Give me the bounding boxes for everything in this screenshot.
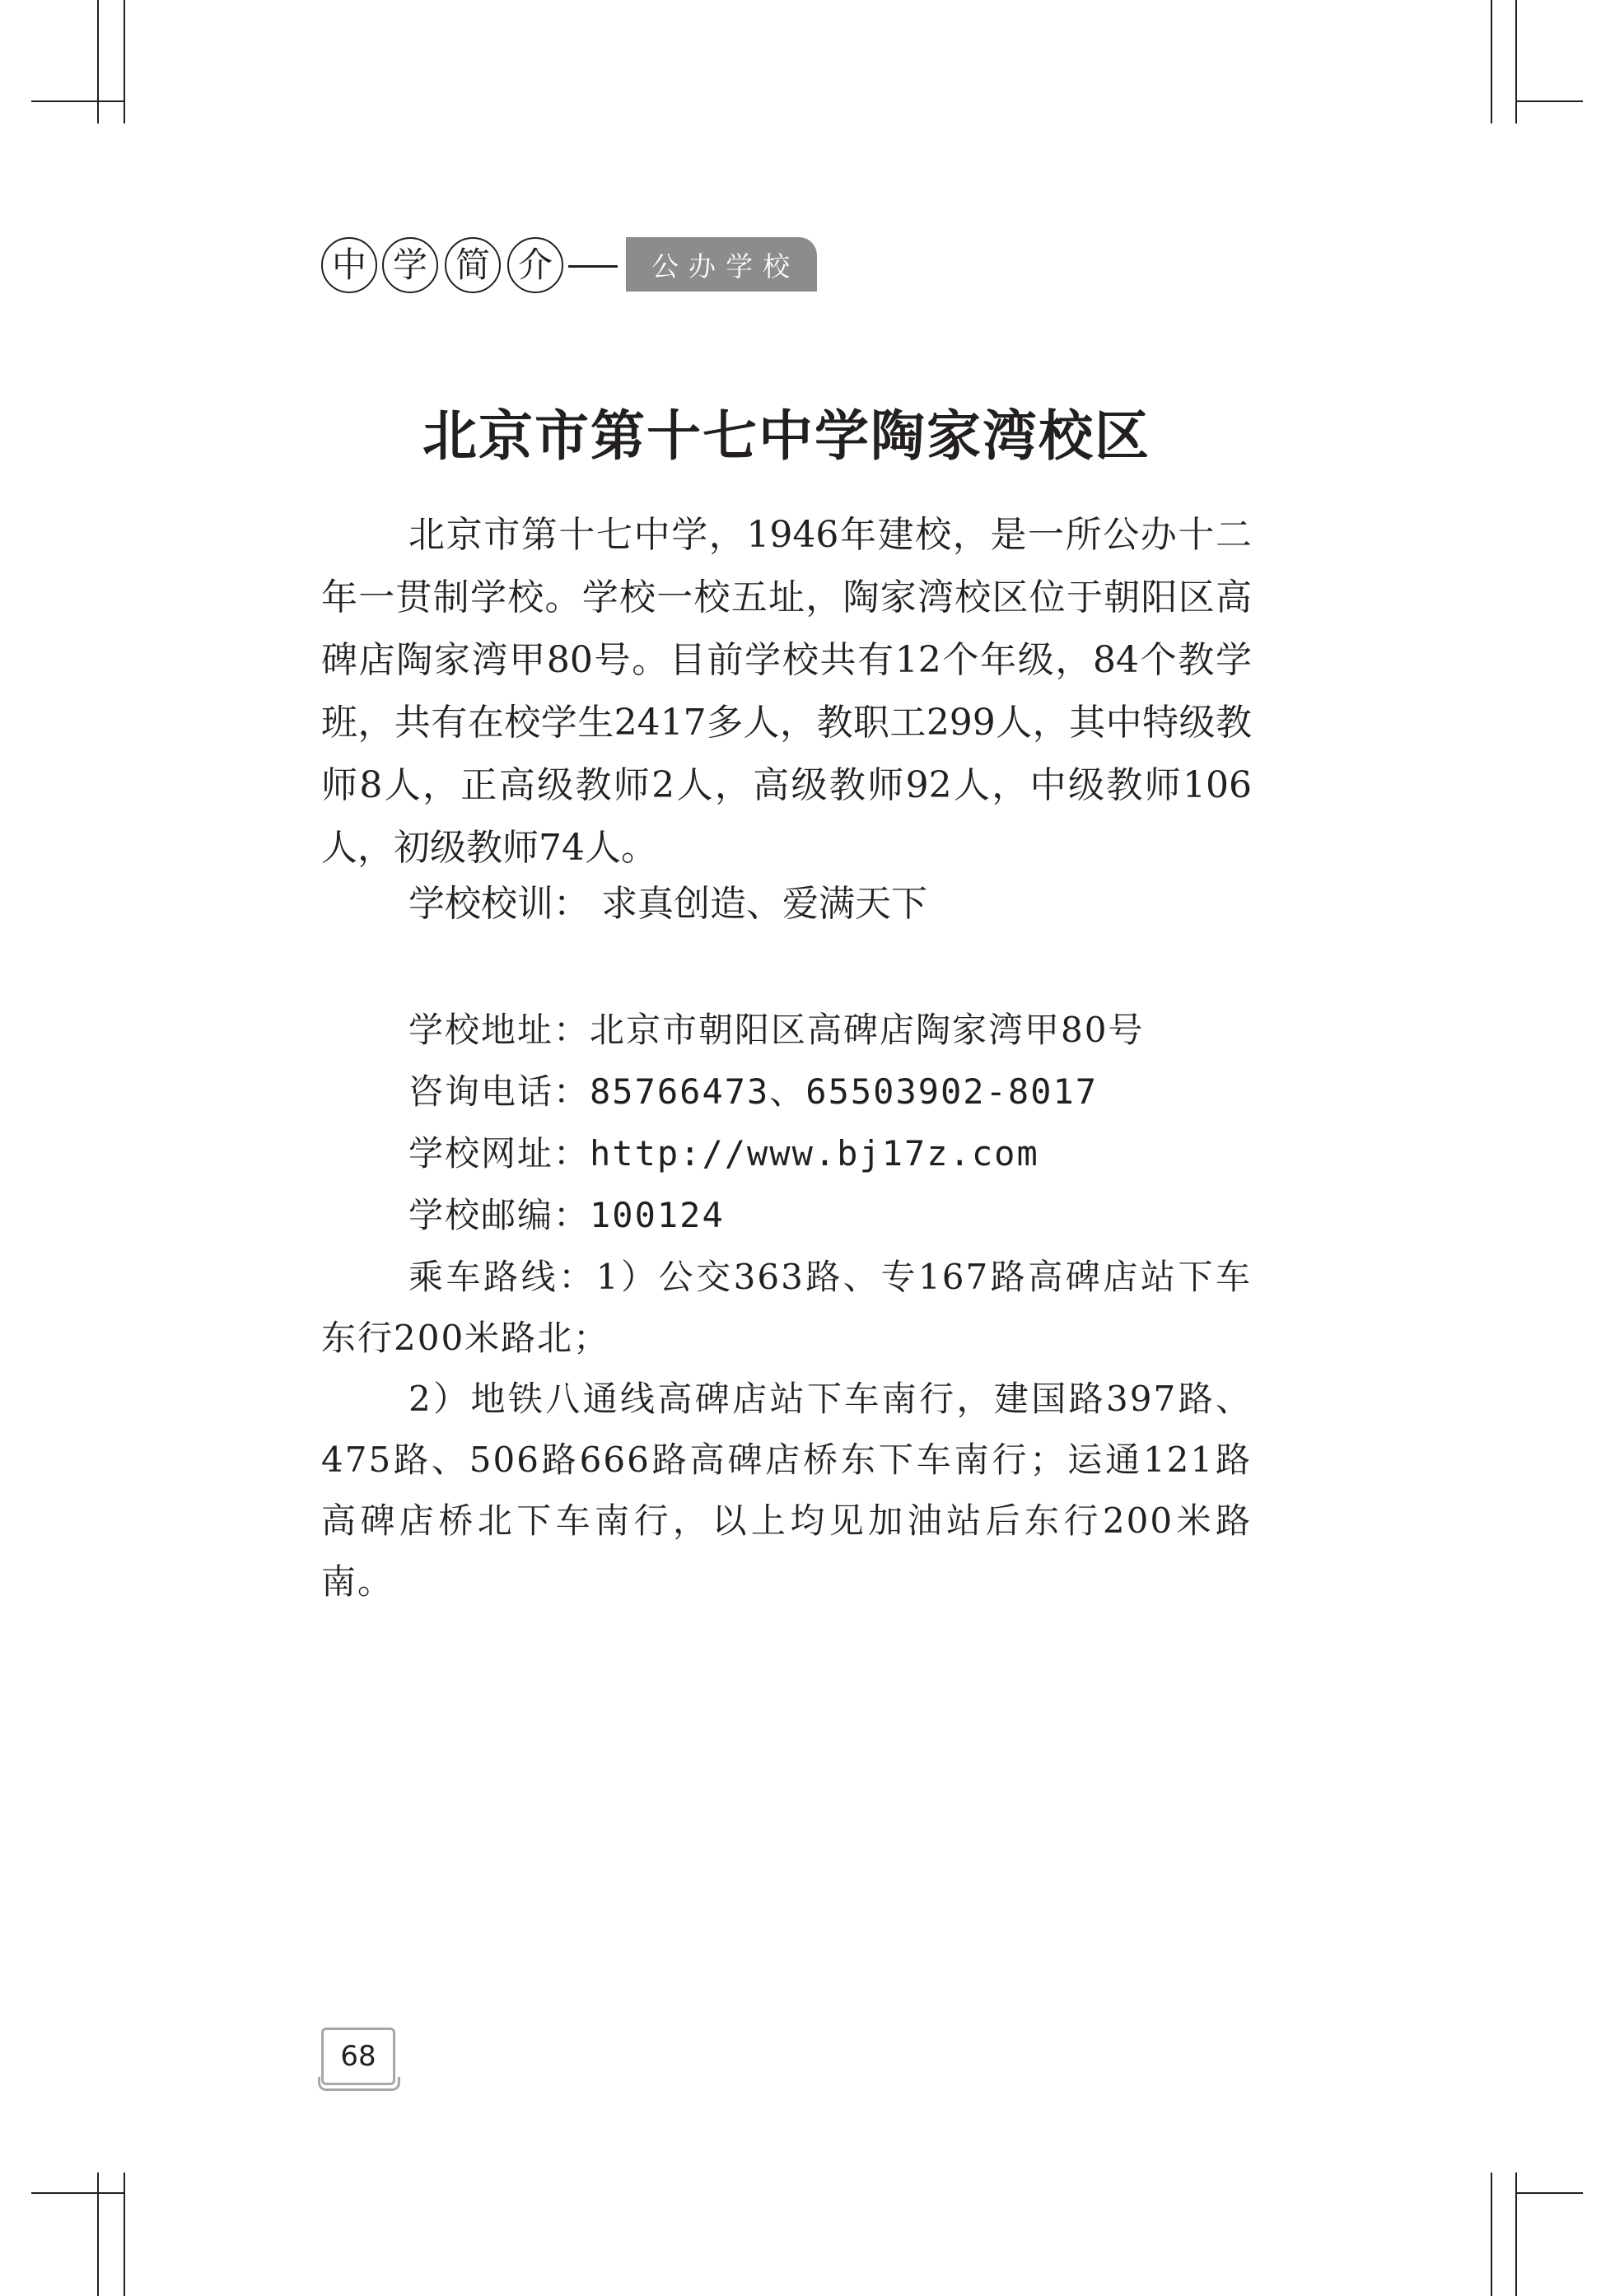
intro-paragraph: 北京市第十七中学，1946年建校，是一所公办十二年一贯制学校。学校一校五址，陶家湾校区位于朝阳区高碑店陶家湾甲80号。目前学校共有12个年级，84个教学班，共有在校学生2417多人，教职工299人，其中特级教师8人，正高级教师2人，高级教师92人，中级教师106人，初级教师74人。	[321, 514, 1252, 869]
crop-mark	[1515, 100, 1583, 102]
section-header	[321, 237, 815, 298]
crop-mark	[1491, 0, 1492, 124]
crop-mark	[1491, 2172, 1492, 2296]
crop-mark	[1515, 2172, 1517, 2296]
phone-value: 85766473、65503902-8017	[590, 1071, 1099, 1112]
website-label: 学校网址：	[408, 1133, 590, 1174]
postcode-value: 100124	[590, 1195, 725, 1235]
phone-line	[408, 1071, 1099, 1112]
crop-mark	[1515, 2192, 1583, 2194]
header-char: 介	[507, 237, 563, 293]
header-char: 学	[382, 237, 438, 293]
crop-mark	[97, 2172, 99, 2296]
crop-mark	[124, 0, 125, 124]
crop-mark	[1515, 0, 1517, 124]
route-line-2: 2）地铁八通线高碑店站下车南行，建国路397路、475路、506路666路高碑店桥东下车南行；运通121路高碑店桥北下车南行，以上均见加油站后东行200米路南。	[321, 1379, 1252, 1602]
phone-label: 咨询电话：	[408, 1071, 590, 1112]
header-char: 中	[321, 237, 377, 293]
address-value: 北京市朝阳区高碑店陶家湾甲80号	[590, 1010, 1145, 1050]
header-char: 简	[445, 237, 501, 293]
page-number-badge	[318, 2028, 397, 2093]
section-tag: 公办学校	[626, 237, 817, 292]
crop-mark	[124, 2172, 125, 2296]
crop-mark	[31, 100, 124, 102]
postcode-label: 学校邮编：	[408, 1195, 590, 1235]
route-line-1: 乘车路线：1）公交363路、专167路高碑店站下车东行200米路北；	[321, 1257, 1252, 1358]
address-label: 学校地址：	[408, 1010, 590, 1050]
website-value[interactable]: http://www.bj17z.com	[590, 1133, 1039, 1174]
postcode-line	[408, 1195, 725, 1235]
crop-mark	[31, 2192, 124, 2194]
address-line	[408, 1010, 1145, 1050]
page-title: 北京市第十七中学陶家湾校区	[422, 404, 1151, 468]
school-motto: 学校校训： 求真创造、爱满天下	[408, 883, 927, 925]
crop-mark	[97, 0, 99, 124]
header-connector	[568, 265, 618, 268]
website-line	[408, 1133, 1039, 1174]
page-number: 68	[321, 2028, 395, 2085]
